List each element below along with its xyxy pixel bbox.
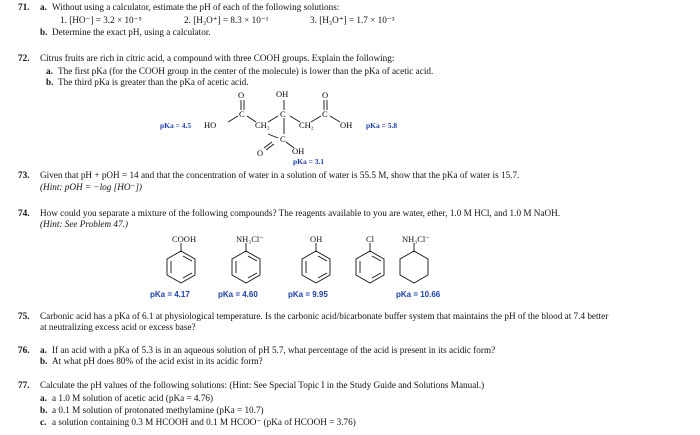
ho-label: HO [204,120,217,130]
q73-hint: (Hint: pOH = −log [HO⁻]) [40,182,142,192]
q74-hint: (Hint: See Problem 47.) [40,219,128,229]
q74-text: How could you separate a mixture of the following compounds? The reagents available to you are water, ether, 1.0 M HCl, and 1.0 M NaOH. [40,208,561,218]
compound-4-label: Cl [366,234,375,244]
oh-right: OH [340,120,353,130]
ch2-right: CH₂ [299,120,314,130]
q77-a-text: a 1.0 M solution of acetic acid (pKa = 4.76) [52,393,214,403]
right-carbonyl-o: O [322,90,329,100]
q77-text: Calculate the pH values of the following solutions: (Hint: See Special Topic I in the Study Guide and Solutions Manual.) [40,380,485,390]
q71-b-text: Determine the exact pH, using a calculator. [52,27,211,37]
q77-a-label: a. [40,393,47,403]
compound-1-label: COOH [172,234,197,244]
compound-2-pka: pKa = 4.60 [218,290,258,299]
q76-number: 76. [18,345,30,355]
compound-1-pka: pKa = 4.17 [150,290,190,299]
q76-b-text: At what pH does 80% of the acid exist in its acidic form? [52,356,263,366]
q73-text: Given that pH + pOH = 14 and that the concentration of water in a solution of water is 55.5 M, show that the pKa of water is 15.7. [40,170,520,180]
q72-b-text: The third pKa is greater than the pKa of acetic acid. [58,77,249,87]
q75-number: 75. [18,311,30,321]
bottom-o: O [257,148,264,158]
bottom-c: C [280,134,286,144]
compound-3-pka: pKa = 9.95 [288,290,328,299]
q71-b-label: b. [40,27,48,37]
pka-right: pKa = 5.8 [366,121,398,130]
q73-number: 73. [18,170,30,180]
q74-number: 74. [18,208,30,218]
q72-number: 72. [18,53,30,63]
citric-acid-structure [160,88,430,166]
compound-5-label: NH₃Cl⁻ [402,234,430,244]
compound-5-pka: pKa = 10.66 [396,290,441,299]
q71-item-1: 1. [HO⁻] = 3.2 × 10⁻⁵ [60,15,142,25]
q71-item-3: 3. [H₃O⁺] = 1.7 × 10⁻³ [310,15,395,25]
q76-b-label: b. [40,356,48,366]
q71-item-2: 2. [H₃O⁺] = 8.3 × 10⁻¹ [184,15,269,25]
compound-rings [150,243,450,289]
q72-a-label: a. [46,66,53,76]
pka-left: pKa = 4.5 [160,121,192,130]
left-c: C [239,109,245,119]
oh-bottom: OH [292,146,305,156]
q72-b-label: b. [46,77,54,87]
oh-top: OH [276,89,289,99]
right-c: C [322,109,328,119]
q72-a-text: The first pKa (for the COOH group in the center of the molecule) is lower than the pKa of acetic acid. [58,66,434,76]
q75-line2: at neutralizing excess acid or excess base? [40,322,196,332]
q71-number: 71. [18,2,30,12]
q77-number: 77. [18,380,30,390]
q77-b-label: b. [40,405,48,415]
q71-a-text: Without using a calculator, estimate the pH of each of the following solutions: [52,2,340,12]
q77-c-label: c. [40,417,47,427]
q77-c-text: a solution containing 0.3 M HCOOH and 0.1 M HCOO⁻ (pKa of HCOOH = 3.76) [52,417,356,427]
q77-b-text: a 0.1 M solution of protonated methylamine (pKa = 10.7) [52,405,264,415]
ch2-left: CH₂ [255,120,270,130]
center-c: C [280,109,286,119]
q72-text: Citrus fruits are rich in citric acid, a compound with three COOH groups. Explain the following: [40,53,395,63]
compound-2-label: NH₃Cl⁻ [236,234,264,244]
q75-line1: Carbonic acid has a pKa of 6.1 at physiological temperature. Is the carbonic acid/bicarbonate buffer system that maintains the pH of the blood at 7.4 better [40,311,609,321]
q76-a-label: a. [40,345,47,355]
q71-a-label: a. [40,2,47,12]
q76-a-text: If an acid with a pKa of 5.3 is in an aqueous solution of pH 5.7, what percentage of the acid is present in its acidic form? [52,345,496,355]
compound-3-label: OH [310,234,323,244]
pka-bottom: pKa = 3.1 [293,157,325,166]
left-carbonyl-o: O [238,90,245,100]
